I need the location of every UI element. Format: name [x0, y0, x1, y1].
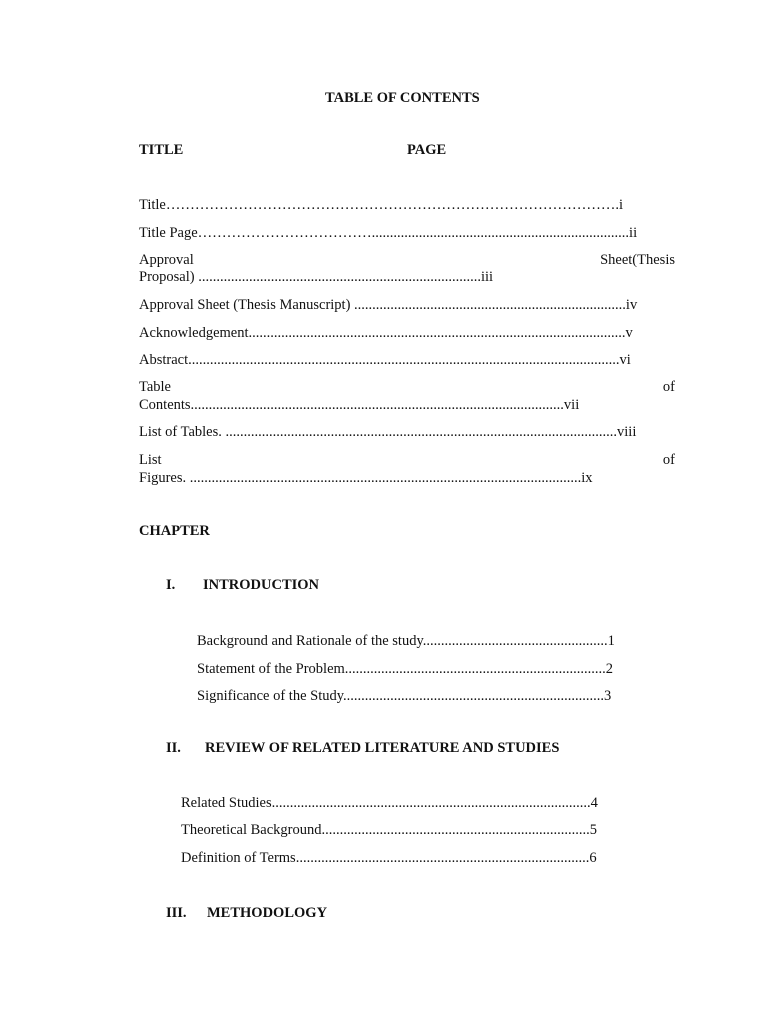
page-column-header: PAGE	[407, 142, 447, 158]
chapter-2-item-theoretical: Theoretical Background..........................................................................5	[181, 822, 598, 838]
title-column-header: TITLE	[139, 142, 184, 158]
toc-entry-title: Title………………………………………………………………………………….i	[139, 197, 624, 213]
chapter-1-item-statement: Statement of the Problem........................................................................2	[197, 661, 614, 677]
toc-entry-approval-sheet: Sheet(Thesis	[600, 252, 675, 268]
chapter-3-number: III.	[166, 905, 187, 921]
chapter-2-item-related-studies: Related Studies........................................................................................4	[181, 795, 598, 811]
toc-entry-approval-word: Approval	[139, 252, 194, 268]
toc-entry-lof-word: List	[139, 452, 162, 468]
chapter-2-title: REVIEW OF RELATED LITERATURE AND STUDIES	[205, 740, 560, 756]
toc-entry-acknowledgement: Acknowledgement........................................................................................................v	[139, 325, 633, 341]
toc-entry-approval-manuscript: Approval Sheet (Thesis Manuscript) ...........................................................................iv	[139, 297, 638, 313]
chapter-label: CHAPTER	[139, 523, 210, 539]
toc-entry-title-page: Title Page……………………………….......................................................................ii	[139, 225, 638, 241]
toc-entry-abstract: Abstract.......................................................................................................................vi	[139, 352, 631, 368]
toc-heading: TABLE OF CONTENTS	[325, 90, 480, 106]
chapter-1-number: I.	[166, 577, 176, 593]
toc-entry-list-of-tables: List of Tables. ............................................................................................................viii	[139, 424, 637, 440]
chapter-2-item-definition: Definition of Terms.................................................................................6	[181, 850, 597, 866]
chapter-2-number: II.	[166, 740, 181, 756]
toc-entry-lof-of: of	[662, 452, 675, 468]
chapter-1-title: INTRODUCTION	[203, 577, 320, 593]
toc-entry-toc-word: Table	[139, 379, 171, 395]
chapter-3-title: METHODOLOGY	[207, 905, 328, 921]
chapter-1-item-background: Background and Rationale of the study...................................................1	[197, 633, 615, 649]
toc-entry-toc-of: of	[662, 379, 675, 395]
toc-entry-approval-proposal: Proposal) ..............................................................................iii	[139, 269, 494, 285]
chapter-1-item-significance: Significance of the Study........................................................................3	[197, 688, 612, 704]
toc-entry-lof-figures: Figures. ............................................................................................................ix	[139, 470, 593, 486]
toc-entry-toc-contents: Contents.......................................................................................................vii	[139, 397, 580, 413]
